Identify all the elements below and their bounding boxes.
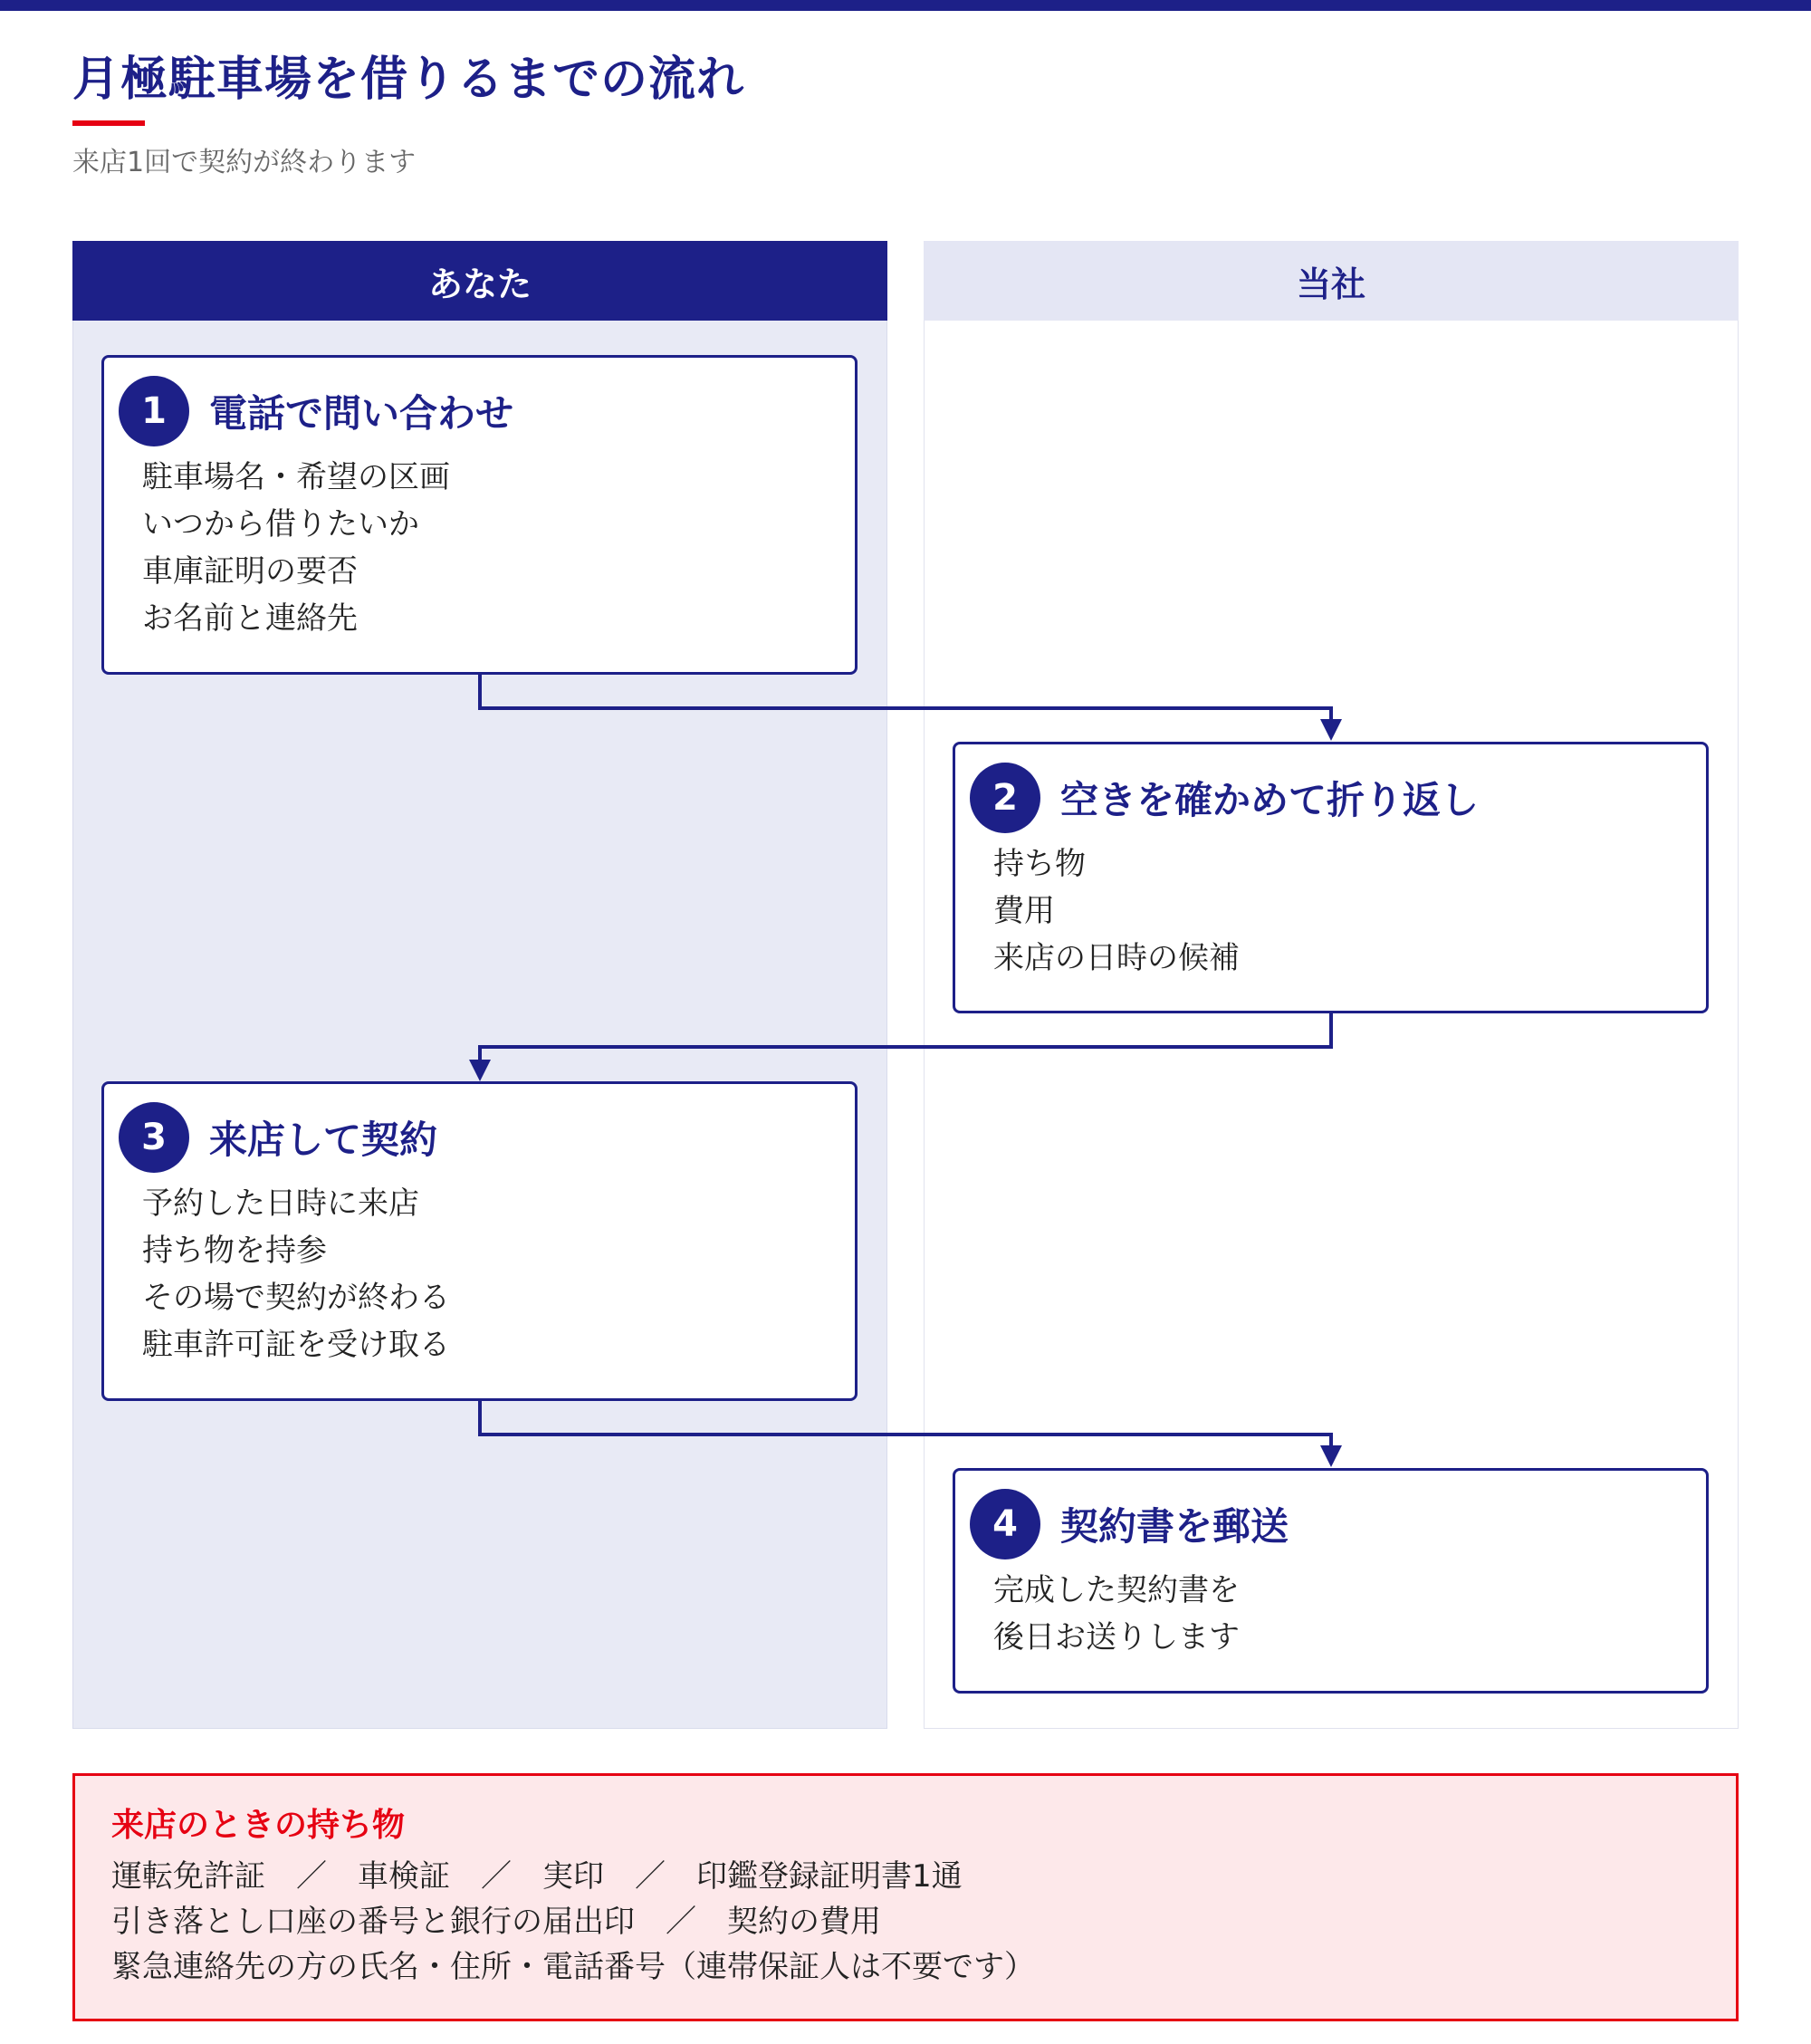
step-details [142,1180,450,1368]
arrowhead-step2 [1320,719,1342,741]
note-line: 緊急連絡先の方の氏名・住所・電話番号（連帯保証人は不要です） [111,1949,1035,1985]
step-detail-line: いつから借りたいか [142,506,419,542]
step-detail-line: 来店の日時の候補 [993,940,1240,976]
step-details [993,1567,1240,1661]
note-lines [111,1854,1035,1990]
step-detail-line: 費用 [993,893,1055,929]
step-detail-line: 車庫証明の要否 [142,553,358,590]
step-card-4 [953,1468,1709,1694]
step-detail-line: 持ち物を持参 [142,1233,327,1269]
arrowhead-step3 [469,1060,491,1081]
step-details [993,840,1240,982]
step-detail-line: その場で契約が終わる [142,1280,450,1316]
step-detail-line: 予約した日時に来店 [142,1185,419,1222]
step-card-1 [101,355,858,675]
arrow-step3-to-step4 [480,1401,1331,1456]
arrow-step2-to-step3 [480,1013,1331,1070]
step-detail-line: 後日お送りします [993,1619,1240,1655]
step-number-badge: 1 [119,376,189,446]
step-title: 電話で問い合わせ [209,391,514,436]
step-card-2 [953,742,1709,1013]
step-detail-line: お名前と連絡先 [142,600,358,637]
lane-you-header: あなた [72,241,887,321]
items-to-bring-note [72,1773,1739,2021]
page-title: 月極駐車場を借りるまでの流れ [72,53,745,107]
step-title: 空きを確かめて折り返し [1060,778,1480,822]
step-title: 来店して契約 [209,1118,438,1162]
step-detail-line: 駐車場名・希望の区画 [142,459,450,495]
note-line: 引き落とし口座の番号と銀行の届出印 ／ 契約の費用 [111,1904,881,1940]
step-details [142,454,450,642]
note-line: 運転免許証 ／ 車検証 ／ 実印 ／ 印鑑登録証明書1通 [111,1858,963,1895]
arrow-step1-to-step2 [480,675,1331,730]
step-number-badge: 2 [970,763,1040,833]
page-subtitle: 来店1回で契約が終わります [72,147,417,178]
step-number-badge: 3 [119,1102,189,1173]
step-title: 契約書を郵送 [1060,1504,1289,1549]
step-number-badge: 4 [970,1489,1040,1559]
note-title: 来店のときの持ち物 [111,1807,406,1844]
arrowhead-step4 [1320,1445,1342,1467]
step-card-3 [101,1081,858,1401]
step-detail-line: 駐車許可証を受け取る [142,1327,450,1363]
lane-us-header: 当社 [924,241,1739,321]
step-detail-line: 完成した契約書を [993,1572,1240,1608]
step-detail-line: 持ち物 [993,846,1086,882]
